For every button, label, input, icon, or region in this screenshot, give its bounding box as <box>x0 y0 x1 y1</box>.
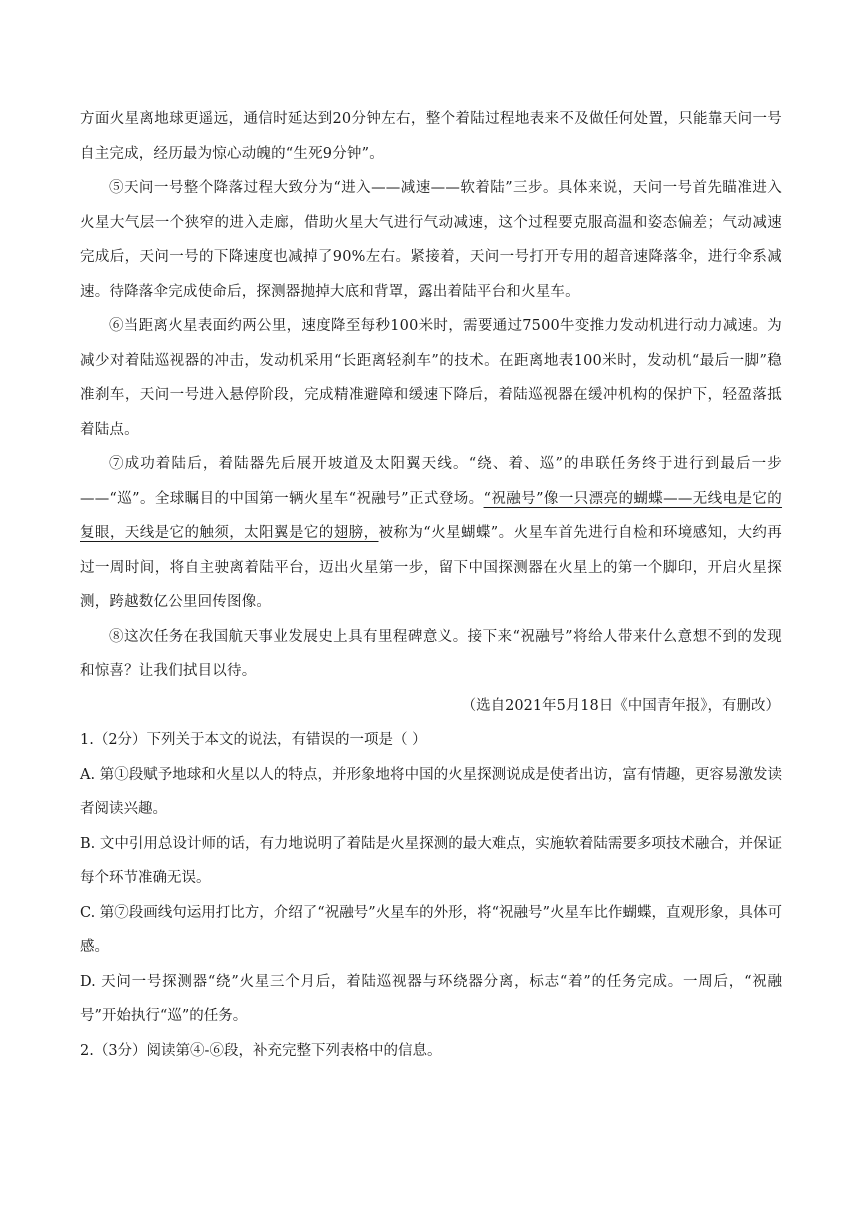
paragraph-7-lead: ⑦成功着陆后，着陆器先后展开坡道及太阳翼天线。“绕、着、巡”的串联任务终于进行到最后一步——“巡”。全球瞩目的中国第一辆火星车“祝融号”正式登场。 <box>80 456 782 507</box>
paragraph-6: ⑥当距离火星表面约两公里，速度降至每秒100米时，需要通过7500牛变推力发动机进行动力减速。为减少对着陆巡视器的冲击，发动机采用“长距离轻刹车”的技术。在距离地表100米时，发动机“最后一脚”稳准刹车，天问一号进入悬停阶段，完成精准避障和缓速下降后，着陆巡视器在缓冲机构的保护下，轻盈落抵着陆点。 <box>80 318 782 438</box>
paragraph-8: ⑧这次任务在我国航天事业发展史上具有里程碑意义。接下来“祝融号”将给人带来什么意想不到的发现和惊喜？让我们拭目以待。 <box>80 628 782 679</box>
paragraph-7 <box>80 447 782 620</box>
underlined-sentence: “祝融号”像一只漂亮的蝴蝶——无线电是它的复眼，天线是它的触须，太阳翼是它的翅膀， <box>80 490 783 541</box>
question-1-option-b: B. 文中引用总设计师的话，有力地说明了着陆是火星探测的最大难点，实施软着陆需要多项技术融合，并保证每个环节准确无误。 <box>80 835 782 886</box>
paragraph-continued: 方面火星离地球更遥远，通信时延达到20分钟左右，整个着陆过程地表来不及做任何处置，只能靠天问一号自主完成，经历最为惊心动魄的“生死9分钟”。 <box>80 111 782 162</box>
document-page <box>80 102 782 1068</box>
question-1-option-c: C. 第⑦段画线句运用打比方，介绍了“祝融号”火星车的外形，将“祝融号”火星车比作蝴蝶，直观形象，具体可感。 <box>80 904 782 955</box>
question-1-option-a: A. 第①段赋予地球和火星以人的特点，并形象地将中国的火星探测说成是使者出访，富有情趣，更容易激发读者阅读兴趣。 <box>80 766 782 817</box>
paragraph-5: ⑤天问一号整个降落过程大致分为“进入——减速——软着陆”三步。具体来说，天问一号首先瞄准进入火星大气层一个狭窄的进入走廊，借助火星大气进行气动减速，这个过程要克服高温和姿态偏差；气动减速完成后，天问一号的下降速度也减掉了90%左右。紧接着，天问一号打开专用的超音速降落伞，进行伞系减速。待降落伞完成使命后，探测器抛掉大底和背罩，露出着陆平台和火星车。 <box>80 180 782 300</box>
question-2-stem: 2.（3分）阅读第④-⑥段，补充完整下列表格中的信息。 <box>80 1042 442 1059</box>
source-citation: （选自2021年5月18日《中国青年报》，有删改） <box>461 697 780 714</box>
question-1-stem: 1.（2分）下列关于本文的说法，有错误的一项是（ ） <box>80 732 427 748</box>
paragraph-7-tail: 被称为“火星蝴蝶”。火星车首先进行自检和环境感知，大约再过一周时间，将自主驶离着陆平台，迈出火星第一步，留下中国探测器在火星上的第一个脚印，开启火星探测，跨越数亿公里回传图像。 <box>80 525 782 610</box>
question-1-option-d: D. 天问一号探测器“绕”火星三个月后，着陆巡视器与环绕器分离，标志“着”的任务完成。一周后，“祝融号”开始执行“巡”的任务。 <box>80 973 782 1024</box>
